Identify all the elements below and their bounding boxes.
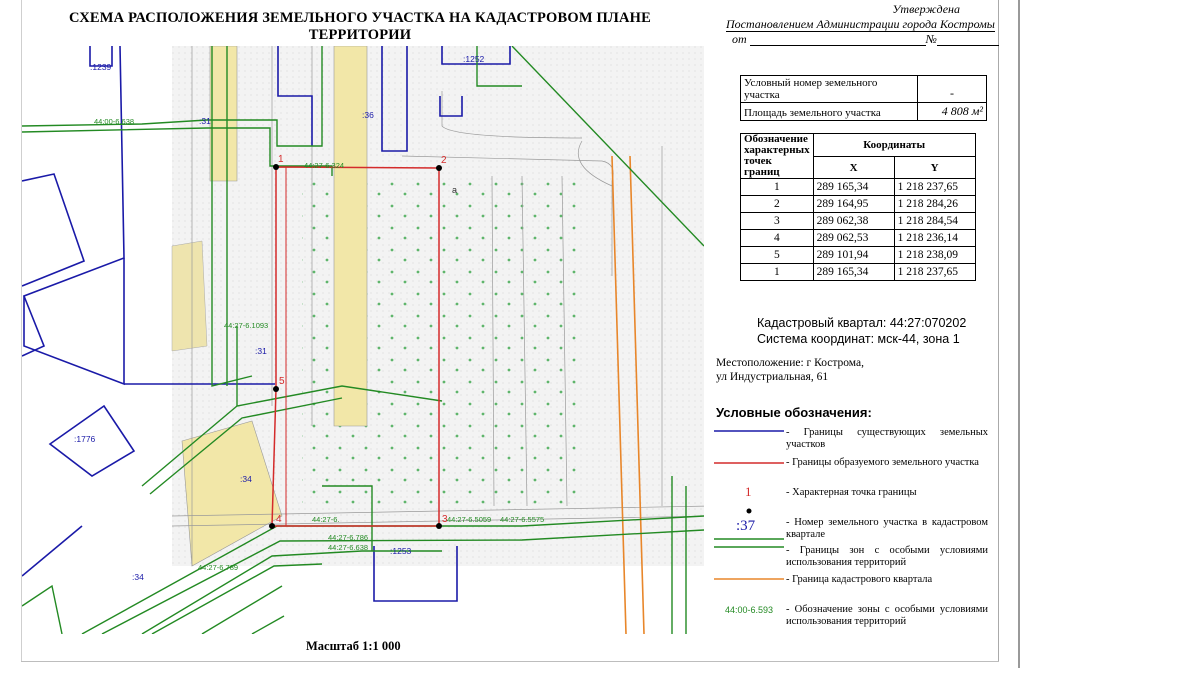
coordinate-system: Система координат: мск-44, зона 1 <box>757 332 960 346</box>
table-row <box>741 247 976 264</box>
location <box>716 356 864 384</box>
location-line-2: ул Индустриальная, 61 <box>716 371 829 383</box>
map-scale: Масштаб 1:1 000 <box>306 639 401 653</box>
point-cell: 5 <box>741 247 814 264</box>
conditional-number-value: - <box>918 76 987 103</box>
x-cell: 289 165,34 <box>813 179 894 196</box>
x-cell: 289 164,95 <box>813 196 894 213</box>
legend-zone-line <box>714 539 784 547</box>
x-cell: 289 062,53 <box>813 230 894 247</box>
point-cell: 2 <box>741 196 814 213</box>
legend-point-number: 1 <box>745 484 752 499</box>
point-label: 1 <box>278 154 284 165</box>
parcel-number: :34 <box>132 572 144 582</box>
legend-item-zone-code: - Обозначение зоны с особыми условиями использования территорий <box>786 604 988 627</box>
parcel-number: :31 <box>255 346 267 356</box>
coordinates-body <box>741 179 976 281</box>
cadastral-map <box>22 46 704 634</box>
y-cell: 1 218 237,65 <box>894 264 975 281</box>
approved-label: Утверждена <box>892 2 960 16</box>
y-header: Y <box>894 157 975 179</box>
x-cell: 289 062,38 <box>813 213 894 230</box>
legend-item-existing: - Границы существующих земельных участков <box>786 427 988 450</box>
parcel-number: :34 <box>240 474 252 484</box>
legend-point <box>747 509 752 514</box>
y-cell: 1 218 284,54 <box>894 213 975 230</box>
coordinates-table <box>740 133 976 281</box>
parcel-number: :36 <box>362 110 374 120</box>
legend-item-new: - Границы образуемого земельного участка <box>786 457 979 468</box>
cadastral-quarter: Кадастровый квартал: 44:27:070202 <box>757 316 967 330</box>
zone-label: 44:27-6.789 <box>198 563 239 572</box>
coordinates-header: Координаты <box>813 134 975 157</box>
y-cell: 1 218 284,26 <box>894 196 975 213</box>
number-sign: № <box>925 32 937 46</box>
parcel-attributes-table <box>740 75 987 121</box>
point-label: 2 <box>441 155 447 166</box>
legend-item-point: - Характерная точка границы <box>786 487 917 498</box>
area-value: 4 808 м² <box>918 103 987 121</box>
legend-zone-code: 44:00-6.593 <box>725 605 774 615</box>
point-label: 5 <box>279 376 285 387</box>
building <box>172 241 207 351</box>
point-cell: 1 <box>741 264 814 281</box>
from-label: от <box>732 32 747 46</box>
x-header: X <box>813 157 894 179</box>
parcel-number: :1239 <box>90 62 112 72</box>
document-title <box>40 10 680 44</box>
date-blank <box>750 45 926 46</box>
approval-date-line <box>732 32 999 46</box>
area-label: Площадь земельного участка <box>741 103 918 121</box>
title-line-2: ТЕРРИТОРИИ <box>308 27 412 43</box>
zone-label: 44:27-6.638 <box>328 543 369 552</box>
point-label: 3 <box>442 514 448 525</box>
frame-bottom-line <box>21 661 999 662</box>
scrollbar-edge <box>1018 0 1020 668</box>
legend-parcel-number: :37 <box>736 518 756 534</box>
map-drawing <box>22 46 704 634</box>
conditional-number-label: Условный номер земельного участка <box>741 76 918 103</box>
y-cell: 1 218 237,65 <box>894 179 975 196</box>
points-header: Обозначение характерных точек границ <box>741 134 814 179</box>
cadastral-info <box>757 315 966 347</box>
y-cell: 1 218 236,14 <box>894 230 975 247</box>
zone-label: 44:27-6.786 <box>328 533 369 542</box>
zone-label: 44:27-6.5059 <box>447 515 492 524</box>
point-label: 4 <box>276 514 282 525</box>
zone-label: 44:27-6.5575 <box>500 515 545 524</box>
legend-item-parcel-number: - Номер земельного участка в кадастровом квартале <box>786 517 988 540</box>
x-cell: 289 101,94 <box>813 247 894 264</box>
approved-by-text: Постановлением Администрации города Костромы <box>726 17 995 31</box>
point-cell: 1 <box>741 179 814 196</box>
parcel-number: :1776 <box>74 434 96 444</box>
frame-right-line <box>998 0 999 662</box>
approved-by <box>726 17 995 32</box>
table-row <box>741 230 976 247</box>
zone-label: 44:27-6. <box>312 515 340 524</box>
number-blank <box>937 45 999 46</box>
table-row <box>741 196 976 213</box>
table-row <box>741 179 976 196</box>
zone-label: 44:27-6.324 <box>304 161 345 170</box>
x-cell: 289 165,34 <box>813 264 894 281</box>
building <box>210 46 237 181</box>
location-line-1: Местоположение: г Кострома, <box>716 357 864 369</box>
title-line-1: СХЕМА РАСПОЛОЖЕНИЯ ЗЕМЕЛЬНОГО УЧАСТКА НА КАДАСТРОВОМ ПЛАНЕ <box>68 10 652 26</box>
point-cell: 4 <box>741 230 814 247</box>
legend-item-quarter: - Граница кадастрового квартала <box>786 574 933 585</box>
parcel-number: :31 <box>199 116 211 126</box>
table-row <box>741 213 976 230</box>
parcel-number: :1252 <box>463 54 485 64</box>
y-cell: 1 218 238,09 <box>894 247 975 264</box>
legend-item-zone: - Границы зон с особыми условиями использования территорий <box>786 545 988 568</box>
zone-label: 44:27-6.1093 <box>224 321 269 330</box>
legend-title: Условные обозначения: <box>716 405 872 420</box>
point-cell: 3 <box>741 213 814 230</box>
table-row <box>741 264 976 281</box>
zone-label: 44:00-6.638 <box>94 117 135 126</box>
parcel-number: :1253 <box>390 546 412 556</box>
map-note: а <box>452 185 458 195</box>
building <box>334 46 367 426</box>
